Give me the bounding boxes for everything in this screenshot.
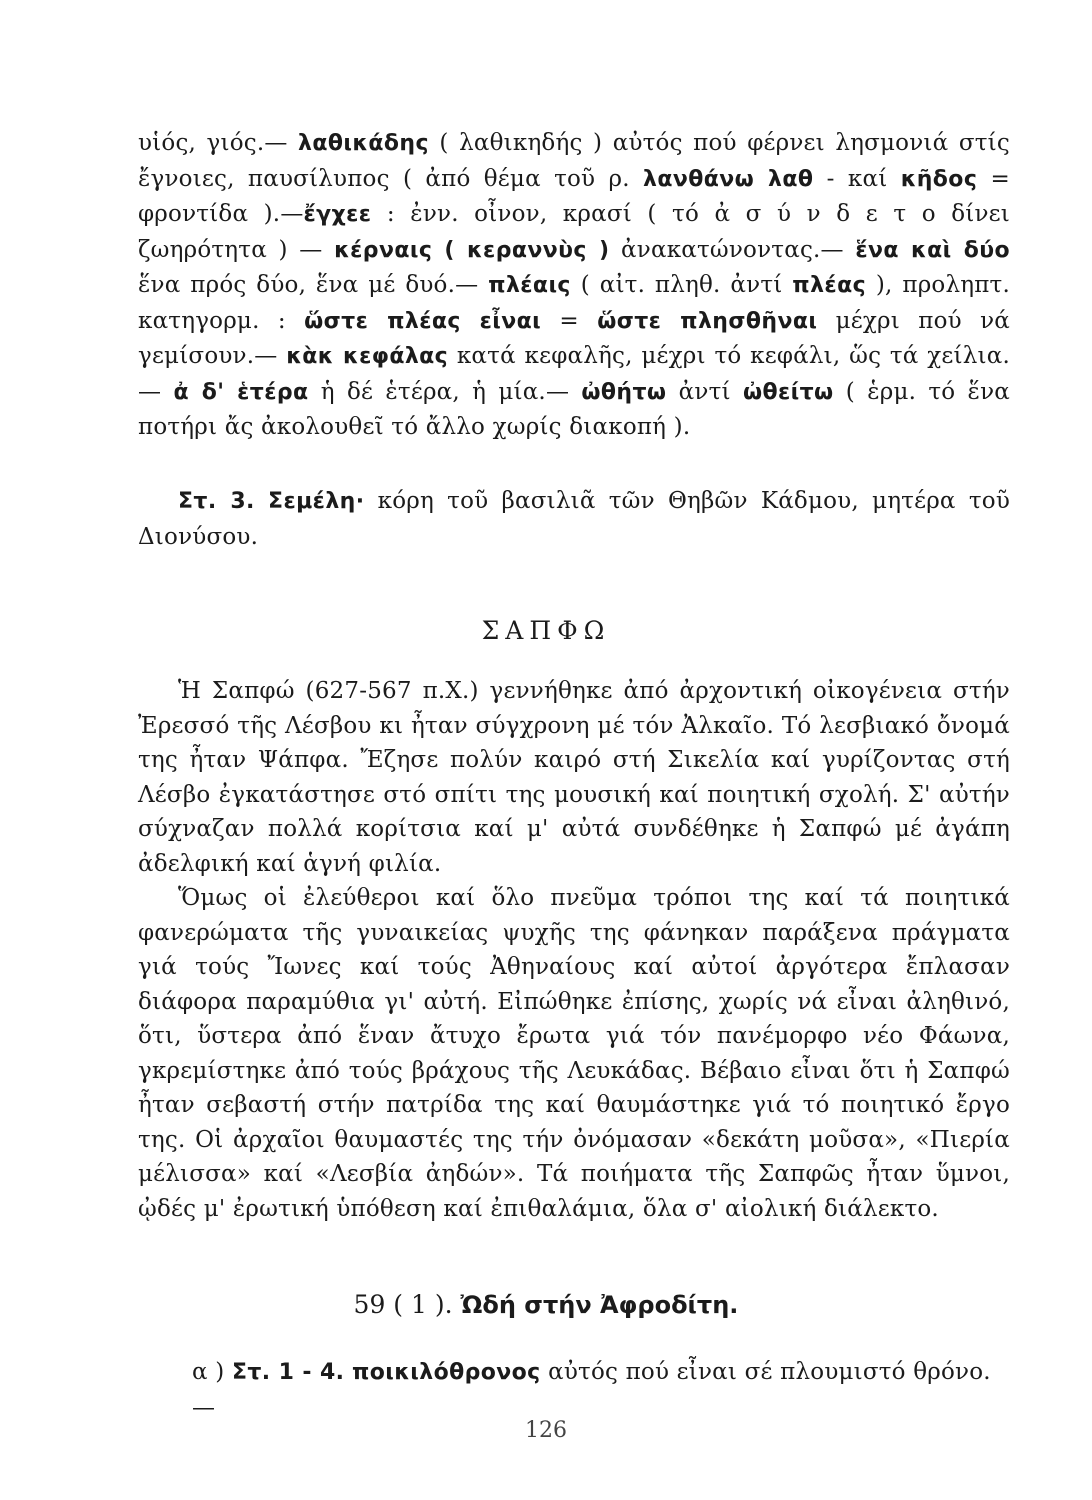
section-number: 59 ( 1 ).	[353, 1290, 453, 1319]
note-text: ( λαθικηδής ) αὐτός πού φέρνει λησμονιά στίς ἔγνοιες, παυσίλυπος ( ἀπό θέμα τοῦ ρ.	[138, 130, 1010, 192]
note-text: κατά κεφαλῆς, μέχρι τό κεφάλι, ὥς τά χείλια.—	[138, 343, 1010, 405]
note-term: πλέαις	[488, 273, 571, 298]
note-label: Στ. 3.	[178, 489, 255, 514]
note-verse-1-4	[192, 1355, 1010, 1425]
biography	[138, 674, 1010, 1226]
note-term: ὥστε πλέας εἶναι	[304, 308, 542, 334]
note-term: ποικιλόθρονος	[351, 1360, 541, 1385]
note-term: ἕνα καὶ δύο	[855, 237, 1010, 263]
note-term: λανθάνω λαθ	[643, 166, 814, 192]
note-text: υἱός, γιός.—	[138, 130, 299, 156]
section-title	[0, 1290, 1092, 1319]
note-text: ἕνα πρός δύο, ἕνα μέ δυό.—	[138, 272, 489, 298]
note-term: ἀ δ' ἑτέρα	[173, 379, 309, 405]
note-term: κῆδος	[900, 166, 978, 192]
note-term: ἔγχεε	[303, 202, 372, 227]
note-text: αὐτός πού εἶναι σέ πλουμιστό θρόνο.—	[192, 1359, 991, 1421]
note-prefix: α )	[192, 1359, 232, 1385]
note-term: Σεμέλη·	[268, 489, 365, 514]
page-number: 126	[525, 1418, 567, 1443]
note-text: : ἐνν. οἶνον, κρασί ( τό ἀ σ ύ ν δ ε τ ο δίνει ζωηρότητα ) —	[138, 201, 1010, 263]
note-term: ὥστε πλησθῆναι	[597, 308, 818, 334]
note-text: μέχρι πού νά γεμίσουν.—	[138, 307, 1010, 369]
commentary-notes	[138, 126, 1010, 445]
bio-paragraph-1: Ἡ Σαπφώ (627-567 π.Χ.) γεννήθηκε ἀπό ἀρχοντική οἰκογένεια στήν Ἐρεσσό τῆς Λέσβου κι ἦταν σύγχρονη μέ τόν Ἀλκαῖο. Τό λεσβιακό ὄνομά της ἦταν Ψάπφα. Ἔζησε πολύν καιρό στή Σικελία καί γυρίζοντας στή Λέσβο ἐγκατάστησε στό σπίτι της μουσική καί ποιητική σχολή. Σ' αὐτήν σύχναζαν πολλά κορίτσια καί μ' αὐτά συνδέθηκε ἡ Σαπφώ μέ ἀγάπη ἀδελφική καί ἁγνή φιλία.	[138, 678, 1010, 877]
note-text: = φροντίδα ).—	[138, 165, 1011, 227]
notes-paragraph	[138, 126, 1010, 445]
bio-paragraph-2: Ὅμως οἱ ἐλεύθεροι καί ὅλο πνεῦμα τρόποι της καί τά ποιητικά φανερώματα τῆς γυναικείας ψυχῆς της φάνηκαν παράξενα πράγματα γιά τούς Ἴωνες καί τούς Ἀθηναίους καί αὐτοί ἀργότερα ἔπλασαν διάφορα παραμύθια γι' αὐτή. Εἰπώθηκε ἐπίσης, χωρίς νά εἶναι ἀληθινό, ὅτι, ὕστερα ἀπό ἕναν ἄτυχο ἔρωτα γιά τόν πανέμορφο νέο Φάωνα, γκρεμίστηκε ἀπό τούς βράχους τῆς Λευκάδας. Βέβαιο εἶναι ὅτι ἡ Σαπφώ ἦταν σεβαστή στήν πατρίδα της καί θαυμάστηκε γιά τό ποιητικό ἔργο της. Οἱ ἀρχαῖοι θαυμαστές της τήν ὀνόμασαν «δεκάτη μοῦσα», «Πιερία μέλισσα» καί «Λεσβία ἀηδών». Τά ποιήματα τῆς Σαπφῶς ἦταν ὕμνοι, ᾠδές μ' ἐρωτική ὑπόθεση καί ἐπιθαλάμια, ὅλα σ' αἰολική διάλεκτο.	[138, 885, 1010, 1222]
note-term: κὰκ κεφάλας	[286, 344, 449, 369]
note-text: =	[541, 307, 598, 334]
note-term: ὠθήτω	[581, 379, 667, 405]
note-text: ( ἑρμ. τό ἕνα ποτήρι ἄς ἀκολουθεῖ τό ἄλλο χωρίς διακοπή ).	[138, 378, 1010, 440]
note-text: - καί	[813, 165, 901, 192]
note-term: λαθικάδης	[298, 131, 429, 156]
note-verse-3	[138, 484, 1010, 554]
note-term: κέρναις ( κεραννὺς )	[334, 237, 610, 263]
section-name: Ὠδή στήν Ἀφροδίτη.	[460, 1291, 739, 1319]
note-text: ἀντί	[666, 378, 743, 405]
note-text: κόρη τοῦ βασιλιᾶ τῶν Θηβῶν Κάδμου, μητέρα τοῦ Διονύσου.	[138, 488, 1010, 550]
note-term: πλέας	[792, 273, 867, 298]
note-text: ), προληπτ. κατηγορμ. :	[138, 272, 1010, 334]
note-text: ἡ δέ ἑτέρα, ἡ μία.—	[308, 378, 582, 405]
note-text: ἀνακατώνοντας.—	[609, 236, 856, 263]
note-term: ὠθείτω	[742, 379, 834, 405]
note-text: ( αἰτ. πληθ. ἀντί	[570, 272, 793, 298]
note-label: Στ. 1 - 4.	[231, 1360, 345, 1385]
chapter-heading: ΣΑΠΦΩ	[481, 616, 611, 645]
